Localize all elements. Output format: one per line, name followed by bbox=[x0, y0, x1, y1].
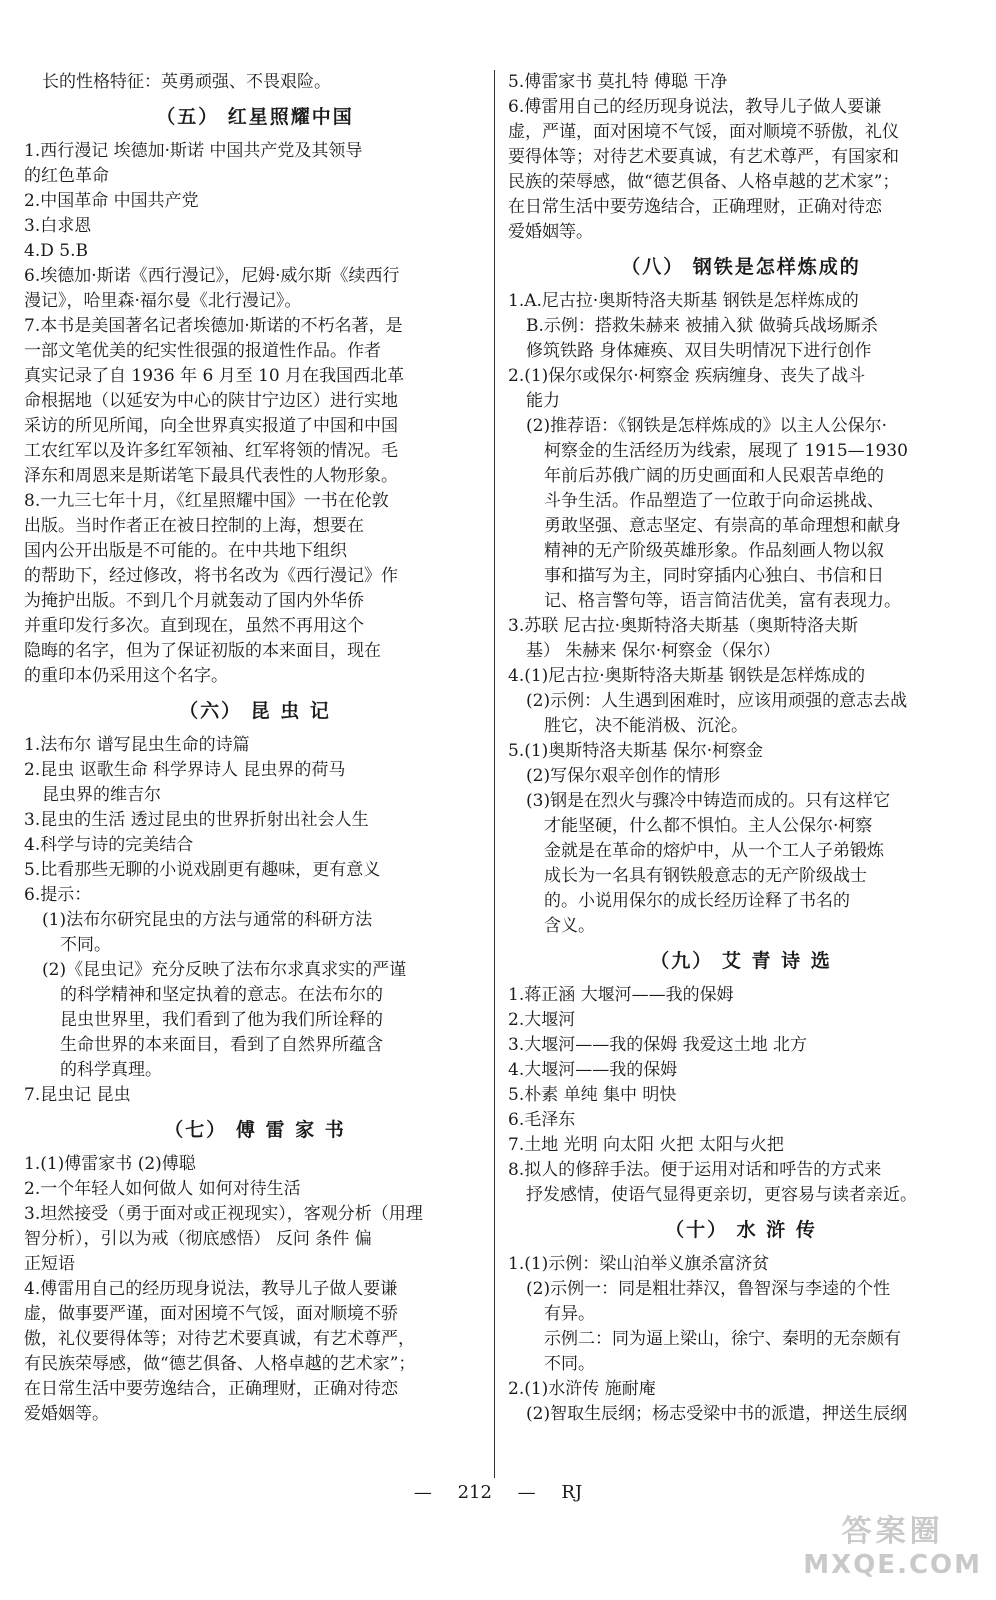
answer-line: 2.(1)保尔或保尔·柯察金 疾病缠身、丧失了战斗 bbox=[508, 366, 866, 386]
answer-line: 的科学精神和坚定执着的意志。在法布尔的 bbox=[60, 985, 383, 1005]
answer-line: 8.拟人的修辞手法。便于运用对话和呼告的方式来 bbox=[508, 1160, 882, 1180]
answer-line: 生命世界的本来面目，看到了自然界所蕴含 bbox=[60, 1035, 383, 1055]
section-heading: （九） 艾 青 诗 选 bbox=[650, 950, 832, 972]
answer-line: 勇敢坚强、意志坚定、有崇高的革命理想和献身 bbox=[544, 516, 901, 536]
edition-label: RJ bbox=[561, 1482, 583, 1503]
footer-dash-right: — bbox=[517, 1482, 536, 1503]
answer-line: 4.傅雷用自己的经历现身说法，教导儿子做人要谦 bbox=[24, 1279, 398, 1299]
answer-line: 昆虫界的维吉尔 bbox=[42, 785, 161, 805]
answer-line: 1.A.尼古拉·奥斯特洛夫斯基 钢铁是怎样炼成的 bbox=[508, 291, 859, 311]
column-divider bbox=[494, 70, 495, 1478]
answer-line: 6.提示： bbox=[24, 885, 92, 905]
answer-line: 8.一九三七年十月，《红星照耀中国》一书在伦敦 bbox=[24, 491, 389, 511]
answer-line: 2.(1)水浒传 施耐庵 bbox=[508, 1379, 656, 1399]
answer-line: 命根据地（以延安为中心的陕甘宁边区）进行实地 bbox=[24, 391, 398, 411]
answer-line: 示例二：同为逼上梁山，徐宁、秦明的无奈颇有 bbox=[544, 1329, 901, 1349]
answer-line: 的重印本仍采用这个名字。 bbox=[24, 666, 228, 686]
answer-line: 的红色革命 bbox=[24, 166, 109, 186]
answer-line: 为掩护出版。不到几个月就轰动了国内外华侨 bbox=[24, 591, 364, 611]
answer-line: 3.大堰河——我的保姆 我爱这土地 北方 bbox=[508, 1035, 808, 1055]
answer-line: (2)《昆虫记》充分反映了法布尔求真求实的严谨 bbox=[42, 960, 407, 980]
answer-line: 虚，严谨，面对困境不气馁，面对顺境不骄傲，礼仪 bbox=[508, 122, 899, 142]
answer-line: 2.中国革命 中国共产党 bbox=[24, 191, 199, 211]
answer-line: 不同。 bbox=[60, 935, 111, 955]
answer-line: 3.苏联 尼古拉·奥斯特洛夫斯基（奥斯特洛夫斯 bbox=[508, 616, 859, 636]
answer-line: 1.(1)傅雷家书 (2)傅聪 bbox=[24, 1154, 196, 1174]
answer-line: 工农红军以及许多红军领袖、红军将领的情况。毛 bbox=[24, 441, 398, 461]
answer-line: 7.本书是美国著名记者埃德加·斯诺的不朽名著，是 bbox=[24, 316, 403, 336]
section-heading: （七） 傅 雷 家 书 bbox=[164, 1119, 346, 1141]
answer-line: 正短语 bbox=[24, 1254, 75, 1274]
answer-line: 采访的所见所闻，向全世界真实报道了中国和中国 bbox=[24, 416, 398, 436]
answer-line: 基） 朱赫来 保尔·柯察金（保尔） bbox=[526, 641, 781, 661]
answer-line: 3.坦然接受（勇于面对或正视现实），客观分析（用理 bbox=[24, 1204, 423, 1224]
right-column bbox=[508, 70, 974, 1427]
answer-line: 爱婚姻等。 bbox=[508, 222, 593, 242]
answer-line: 能力 bbox=[526, 391, 560, 411]
answer-line: 7.昆虫记 昆虫 bbox=[24, 1085, 131, 1105]
answer-line: 漫记》，哈里森·福尔曼《北行漫记》。 bbox=[24, 291, 302, 311]
answer-line: 隐晦的名字，但为了保证初版的本来面目，现在 bbox=[24, 641, 381, 661]
answer-line: 3.昆虫的生活 透过昆虫的世界折射出社会人生 bbox=[24, 810, 369, 830]
answer-line: 2.一个年轻人如何做人 如何对待生活 bbox=[24, 1179, 301, 1199]
answer-line: 在日常生活中要劳逸结合，正确理财，正确对待恋 bbox=[24, 1379, 398, 1399]
answer-line: (2)智取生辰纲；杨志受梁中书的派遣，押送生辰纲 bbox=[526, 1404, 908, 1424]
answer-line: 2.昆虫 讴歌生命 科学界诗人 昆虫界的荷马 bbox=[24, 760, 346, 780]
answer-line: 的科学真理。 bbox=[60, 1060, 162, 1080]
section-heading: （八） 钢铁是怎样炼成的 bbox=[621, 256, 861, 278]
answer-line: 并重印发行多次。直到现在，虽然不再用这个 bbox=[24, 616, 364, 636]
answer-line: (2)推荐语：《钢铁是怎样炼成的》以主人公保尔· bbox=[526, 416, 887, 436]
answer-line: 傲，礼仪要得体等；对待艺术要真诚，有艺术尊严， bbox=[24, 1329, 415, 1349]
answer-line: 虚，做事要严谨，面对困境不气馁，面对顺境不骄 bbox=[24, 1304, 398, 1324]
answer-line: 1.蒋正涵 大堰河——我的保姆 bbox=[508, 985, 734, 1005]
answer-line: 的。小说用保尔的成长经历诠释了书名的 bbox=[544, 891, 850, 911]
left-column bbox=[24, 70, 486, 1427]
answer-line: (2)写保尔艰辛创作的情形 bbox=[526, 766, 721, 786]
answer-line: 柯察金的生活经历为线索，展现了 1915—1930 bbox=[544, 441, 908, 461]
section-heading: （五） 红星照耀中国 bbox=[156, 106, 354, 128]
answer-line: 要得体等；对待艺术要真诚，有艺术尊严，有国家和 bbox=[508, 147, 899, 167]
answer-line: 1.法布尔 谱写昆虫生命的诗篇 bbox=[24, 735, 250, 755]
answer-line: 出版。当时作者正在被日控制的上海，想要在 bbox=[24, 516, 364, 536]
watermark-logo bbox=[803, 1514, 982, 1580]
answer-line: 精神的无产阶级英雄形象。作品刻画人物以叙 bbox=[544, 541, 884, 561]
answer-line: 有民族荣辱感，做“德艺俱备、人格卓越的艺术家”； bbox=[24, 1354, 416, 1374]
answer-line: 抒发感情，使语气显得更亲切，更容易与读者亲近。 bbox=[526, 1185, 917, 1205]
page-footer bbox=[0, 1478, 996, 1508]
answer-line: 一部文笔优美的纪实性很强的报道性作品。作者 bbox=[24, 341, 381, 361]
watermark-url: MXQE.COM bbox=[803, 1550, 982, 1580]
answer-line: 记、格言警句等，语言简洁优美，富有表现力。 bbox=[544, 591, 901, 611]
footer-dash-left: — bbox=[413, 1482, 432, 1503]
answer-line: 昆虫世界里，我们看到了他为我们所诠释的 bbox=[60, 1010, 383, 1030]
answer-line: 5.傅雷家书 莫扎特 傅聪 干净 bbox=[508, 72, 728, 92]
answer-line: 事和描写为主，同时穿插内心独白、书信和日 bbox=[544, 566, 884, 586]
answer-line: (3)钢是在烈火与骤冷中铸造而成的。只有这样它 bbox=[526, 791, 891, 811]
answer-line: 才能坚硬，什么都不惧怕。主人公保尔·柯察 bbox=[544, 816, 873, 836]
answer-line: 7.土地 光明 向太阳 火把 太阳与火把 bbox=[508, 1135, 784, 1155]
answer-line: 1.西行漫记 埃德加·斯诺 中国共产党及其领导 bbox=[24, 141, 363, 161]
answer-line: (2)示例一：同是粗壮莽汉，鲁智深与李逵的个性 bbox=[526, 1279, 891, 1299]
answer-line: 泽东和周恩来是斯诺笔下最具代表性的人物形象。 bbox=[24, 466, 398, 486]
answer-line: 金就是在革命的熔炉中，从一个工人子弟锻炼 bbox=[544, 841, 884, 861]
answer-line: 4.大堰河——我的保姆 bbox=[508, 1060, 678, 1080]
answer-line: (1)法布尔研究昆虫的方法与通常的科研方法 bbox=[42, 910, 373, 930]
answer-line: 6.埃德加·斯诺《西行漫记》，尼姆·威尔斯《续西行 bbox=[24, 266, 400, 286]
answer-line: 长的性格特征：英勇顽强、不畏艰险。 bbox=[42, 72, 331, 92]
answer-line: 不同。 bbox=[544, 1354, 595, 1374]
answer-line: B.示例：搭救朱赫来 被捕入狱 做骑兵战场厮杀 bbox=[526, 316, 878, 336]
answer-line: 斗争生活。作品塑造了一位敢于向命运挑战、 bbox=[544, 491, 884, 511]
answer-line: 2.大堰河 bbox=[508, 1010, 576, 1030]
answer-line: 5.(1)奥斯特洛夫斯基 保尔·柯察金 bbox=[508, 741, 764, 761]
answer-line: (2)示例：人生遇到困难时，应该用顽强的意志去战 bbox=[526, 691, 908, 711]
answer-line: 4.D 5.B bbox=[24, 241, 88, 261]
page-number: 212 bbox=[457, 1482, 492, 1503]
answer-line: 含义。 bbox=[544, 916, 595, 936]
answer-line: 4.科学与诗的完美结合 bbox=[24, 835, 194, 855]
answer-line: 成长为一名具有钢铁般意志的无产阶级战士 bbox=[544, 866, 867, 886]
answer-line: 3.白求恩 bbox=[24, 216, 92, 236]
answer-line: 修筑铁路 身体瘫痪、双目失明情况下进行创作 bbox=[526, 341, 872, 361]
answer-line: 智分析），引以为戒（彻底感悟） 反问 条件 偏 bbox=[24, 1229, 372, 1249]
answer-line: 胜它，决不能消极、沉沦。 bbox=[544, 716, 748, 736]
answer-line: 4.(1)尼古拉·奥斯特洛夫斯基 钢铁是怎样炼成的 bbox=[508, 666, 866, 686]
answer-line: 爱婚姻等。 bbox=[24, 1404, 109, 1424]
answer-line: 5.比看那些无聊的小说戏剧更有趣味，更有意义 bbox=[24, 860, 381, 880]
answer-line: 的帮助下，经过修改，将书名改为《西行漫记》作 bbox=[24, 566, 398, 586]
answer-line: 6.傅雷用自己的经历现身说法，教导儿子做人要谦 bbox=[508, 97, 882, 117]
answer-line: 1.(1)示例：梁山泊举义旗杀富济贫 bbox=[508, 1254, 770, 1274]
answer-line: 年前后苏俄广阔的历史画面和人民艰苦卓绝的 bbox=[544, 466, 884, 486]
answer-line: 5.朴素 单纯 集中 明快 bbox=[508, 1085, 677, 1105]
section-heading: （十） 水 浒 传 bbox=[665, 1219, 817, 1241]
section-heading: （六） 昆 虫 记 bbox=[179, 700, 331, 722]
answer-line: 6.毛泽东 bbox=[508, 1110, 576, 1130]
answer-line: 真实记录了自 1936 年 6 月至 10 月在我国西北革 bbox=[24, 366, 405, 386]
answer-line: 有异。 bbox=[544, 1304, 595, 1324]
answer-line: 国内公开出版是不可能的。在中共地下组织 bbox=[24, 541, 347, 561]
answer-line: 在日常生活中要劳逸结合，正确理财，正确对待恋 bbox=[508, 197, 882, 217]
watermark-title: 答案圈 bbox=[841, 1514, 944, 1549]
answer-line: 民族的荣辱感，做“德艺俱备、人格卓越的艺术家”； bbox=[508, 172, 900, 192]
